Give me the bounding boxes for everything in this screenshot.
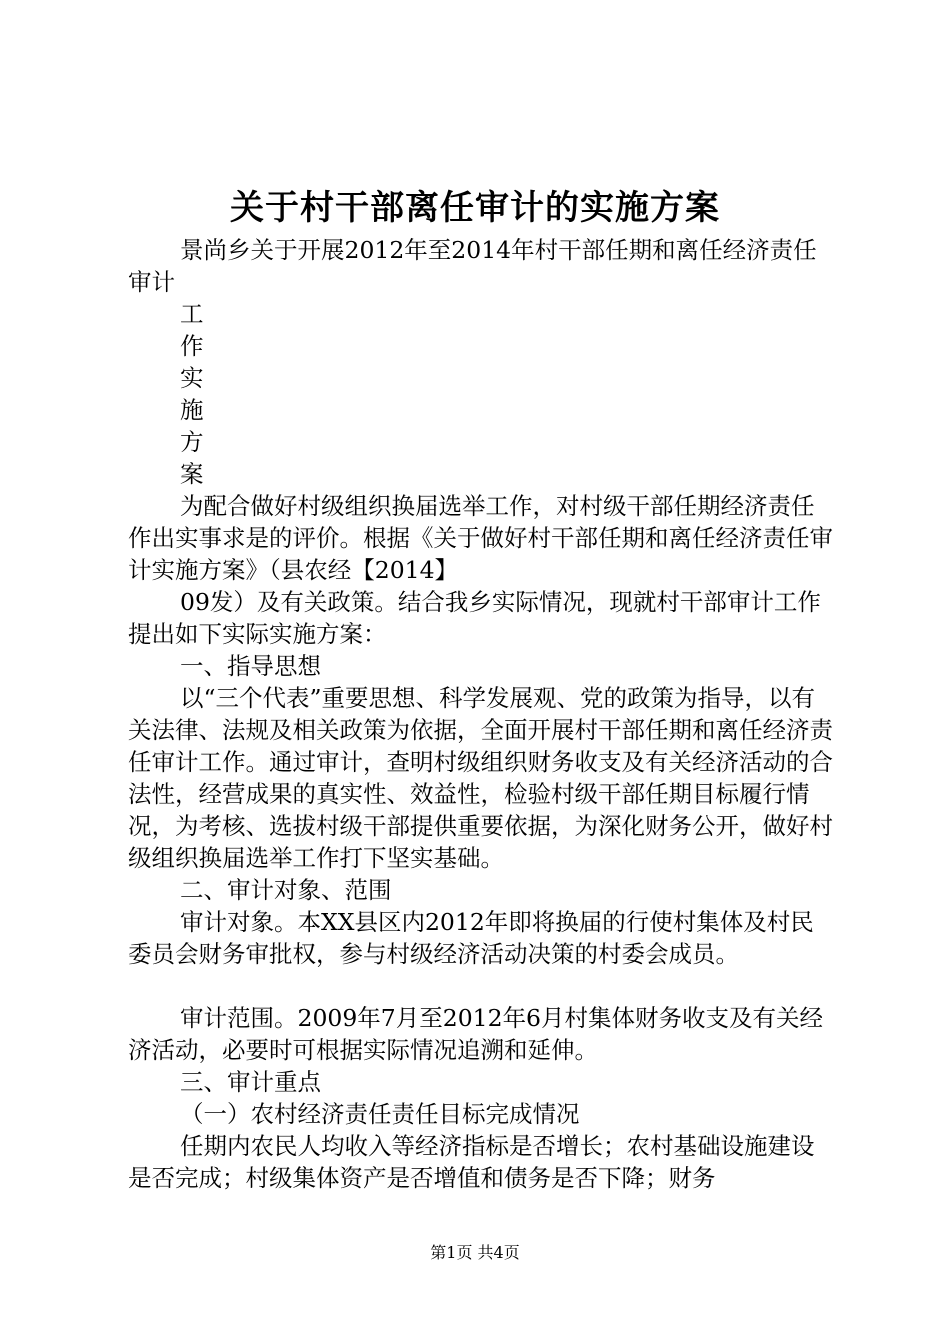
body-paragraph: 任期内农民人均收入等经济指标是否增长；农村基础设施建设是否完成；村级集体资产是否增值和债务是否下降；财务 xyxy=(128,1132,815,1192)
section-heading: 一、指导思想 xyxy=(180,652,321,680)
vertical-char: 方 xyxy=(180,428,204,456)
vertical-char: 实 xyxy=(180,364,204,392)
paragraph-gap xyxy=(128,970,833,1002)
vertical-char: 作 xyxy=(180,332,204,360)
body-paragraph: 09发）及有关政策。结合我乡实际情况，现就村干部审计工作提出如下实际实施方案： xyxy=(128,588,821,648)
section-heading: 二、审计对象、范围 xyxy=(180,876,392,904)
vertical-char: 施 xyxy=(180,396,204,424)
body-paragraph: 审计对象。本XX县区内2012年即将换届的行使村集体及村民委员会财务审批权，参与村级经济活动决策的村委会成员。 xyxy=(128,908,814,968)
document-body xyxy=(128,234,833,1194)
body-paragraph: 为配合做好村级组织换届选举工作，对村级干部任期经济责任作出实事求是的评价。根据《关于做好村干部任期和离任经济责任审计实施方案》（县农经【2014】 xyxy=(128,492,833,584)
body-paragraph: 审计范围。2009年7月至2012年6月村集体财务收支及有关经济活动，必要时可根据实际情况追溯和延伸。 xyxy=(128,1004,824,1064)
page-footer: 第1页 共4页 xyxy=(430,1243,520,1262)
vertical-char: 案 xyxy=(180,460,204,488)
vertical-char: 工 xyxy=(180,300,204,328)
subsection-heading: （一）农村经济责任责任目标完成情况 xyxy=(180,1100,580,1128)
section-heading: 三、审计重点 xyxy=(180,1068,321,1096)
body-paragraph: 以“三个代表”重要思想、科学发展观、党的政策为指导，以有关法律、法规及相关政策为依据，全面开展村干部任期和离任经济责任审计工作。通过审计，查明村级组织财务收支及有关经济活动的合法性，经营成果的真实性、效益性，检验村级干部任期目标履行情况，为考核、选拔村级干部提供重要依据，为深化财务公开，做好村级组织换届选举工作打下坚实基础。 xyxy=(128,684,833,872)
document-title: 关于村干部离任审计的实施方案 xyxy=(230,188,720,228)
intro-paragraph: 景尚乡关于开展2012年至2014年村干部任期和离任经济责任审计 xyxy=(128,236,817,296)
